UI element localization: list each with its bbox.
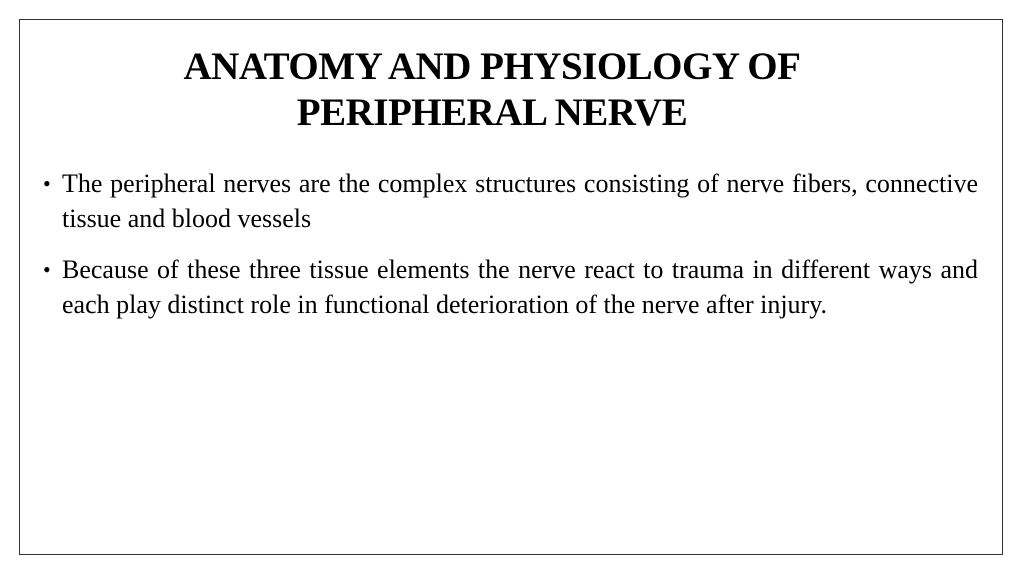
bullet-text-1: The peripheral nerves are the complex structures consisting of nerve fibers, connective tissue and blood vessels [62,169,978,233]
bullet-list [43,166,978,338]
bullet-item-1 [43,166,978,236]
slide-title [20,44,964,136]
slide [19,19,1003,555]
bullet-text-2: Because of these three tissue elements the nerve react to trauma in different ways and each play distinct role in functional deterioration of the nerve after injury. [62,255,978,319]
bullet-dot-icon: • [43,257,51,282]
title-line-2: PERIPHERAL NERVE [296,91,688,134]
title-line-1: ANATOMY AND PHYSIOLOGY OF [183,45,801,88]
bullet-item-2 [43,252,978,322]
bullet-dot-icon: • [43,171,51,196]
